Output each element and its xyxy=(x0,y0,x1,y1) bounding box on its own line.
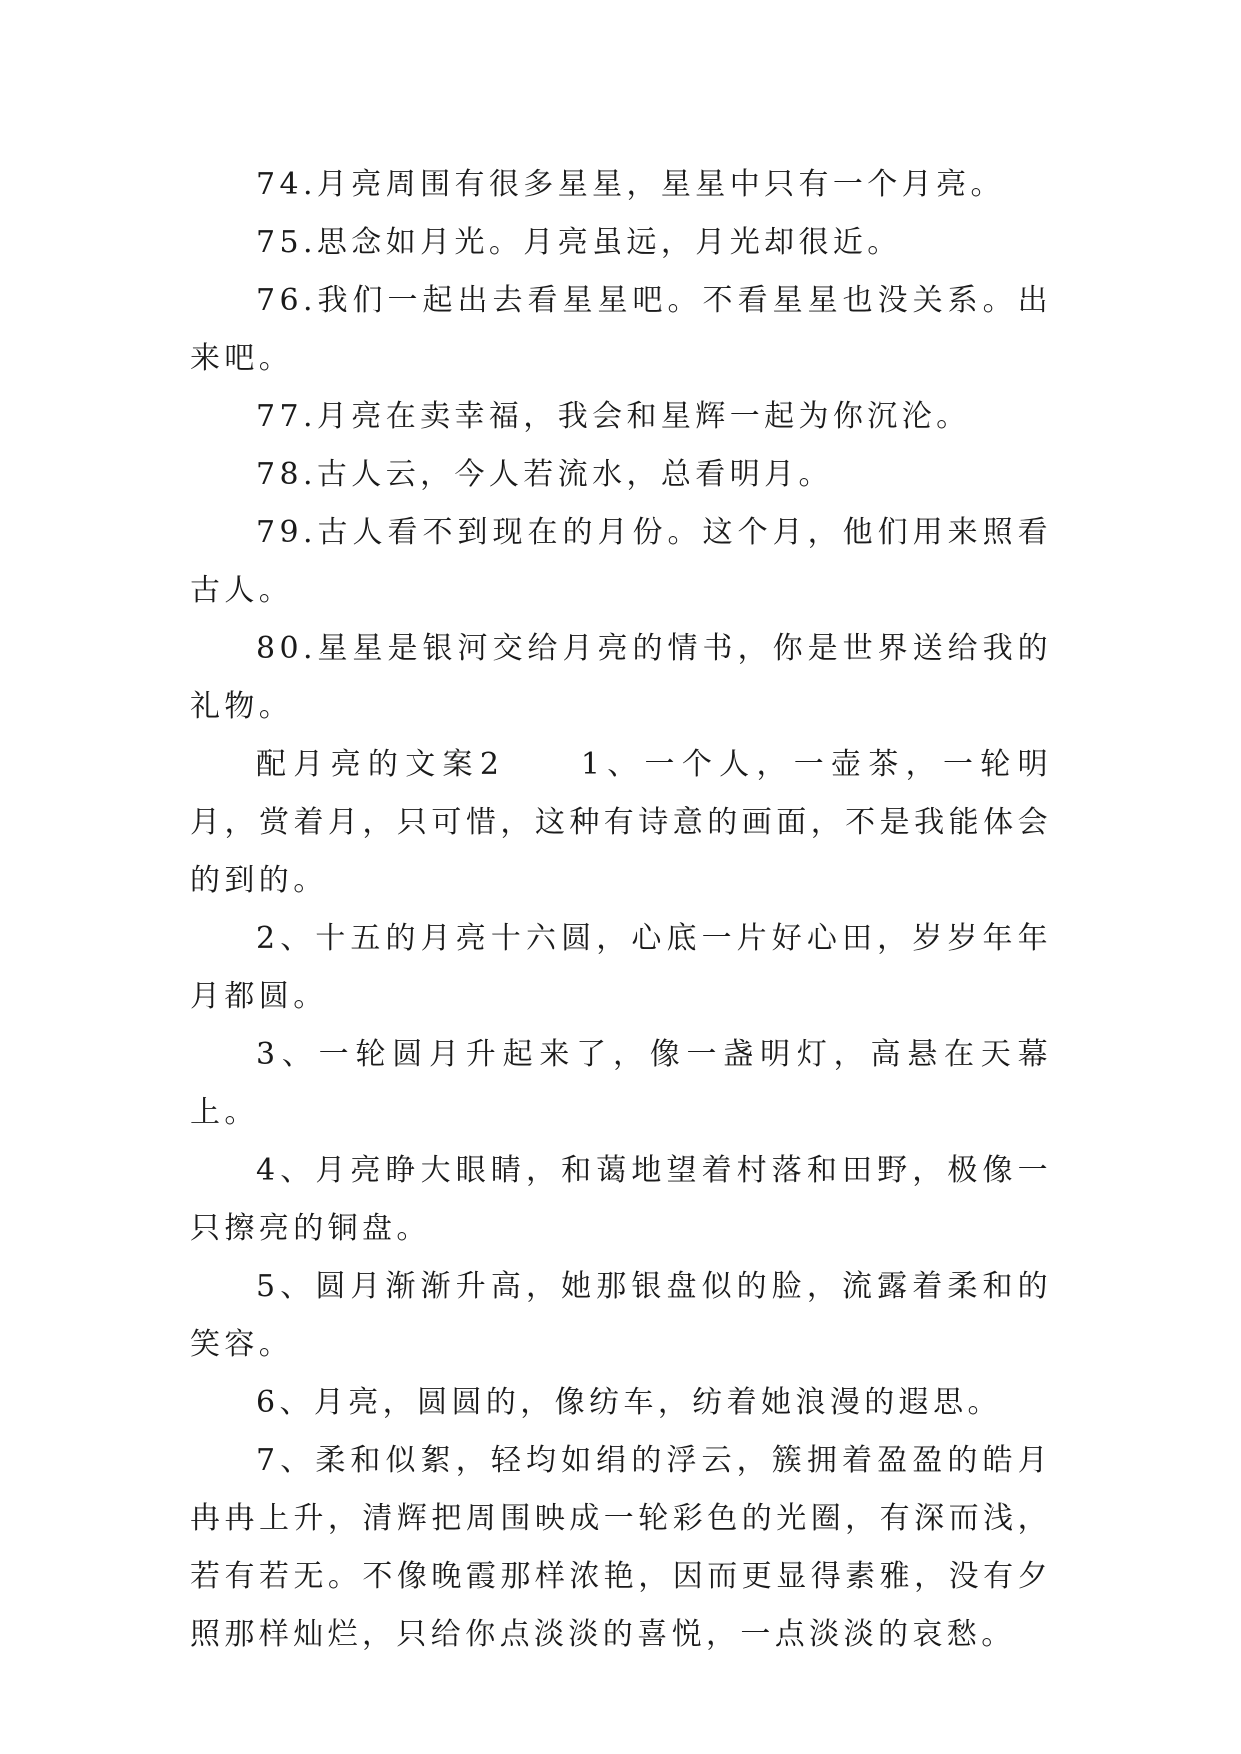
paragraph-74: 74.月亮周围有很多星星，星星中只有一个月亮。 xyxy=(256,167,1005,202)
paragraph-3: 3、一轮圆月升起来了，像一盏明灯，高悬在天幕上。 xyxy=(190,1037,1052,1130)
section-heading-paragraph: 配月亮的文案2 1、一个人，一壶茶，一轮明月，赏着月，只可惜，这种有诗意的画面，不是我能体会的到的。 xyxy=(190,747,1052,898)
paragraph-75: 75.思念如月光。月亮虽远，月光却很近。 xyxy=(256,225,902,260)
paragraph-77: 77.月亮在卖幸福，我会和星辉一起为你沉沦。 xyxy=(256,399,971,434)
paragraph-6: 6、月亮，圆圆的，像纺车，纺着她浪漫的遐思。 xyxy=(256,1385,1002,1420)
paragraph-5: 5、圆月渐渐升高，她那银盘似的脸，流露着柔和的笑容。 xyxy=(190,1269,1052,1362)
paragraph-2: 2、十五的月亮十六圆，心底一片好心田，岁岁年年月都圆。 xyxy=(190,921,1052,1014)
paragraph-80: 80.星星是银河交给月亮的情书，你是世界送给我的礼物。 xyxy=(190,631,1052,724)
paragraph-7: 7、柔和似絮，轻均如绢的浮云，簇拥着盈盈的皓月冉冉上升，清辉把周围映成一轮彩色的光圈，有深而浅，若有若无。不像晚霞那样浓艳，因而更显得素雅，没有夕照那样灿烂，只给你点淡淡的喜悦，一点淡淡的哀愁。 xyxy=(190,1443,1052,1652)
document-body xyxy=(190,156,1052,1664)
paragraph-78: 78.古人云，今人若流水，总看明月。 xyxy=(256,457,833,492)
paragraph-4: 4、月亮睁大眼睛，和蔼地望着村落和田野，极像一只擦亮的铜盘。 xyxy=(190,1153,1052,1246)
paragraph-79: 79.古人看不到现在的月份。这个月，他们用来照看古人。 xyxy=(190,515,1052,608)
paragraph-76: 76.我们一起出去看星星吧。不看星星也没关系。出来吧。 xyxy=(190,283,1052,376)
